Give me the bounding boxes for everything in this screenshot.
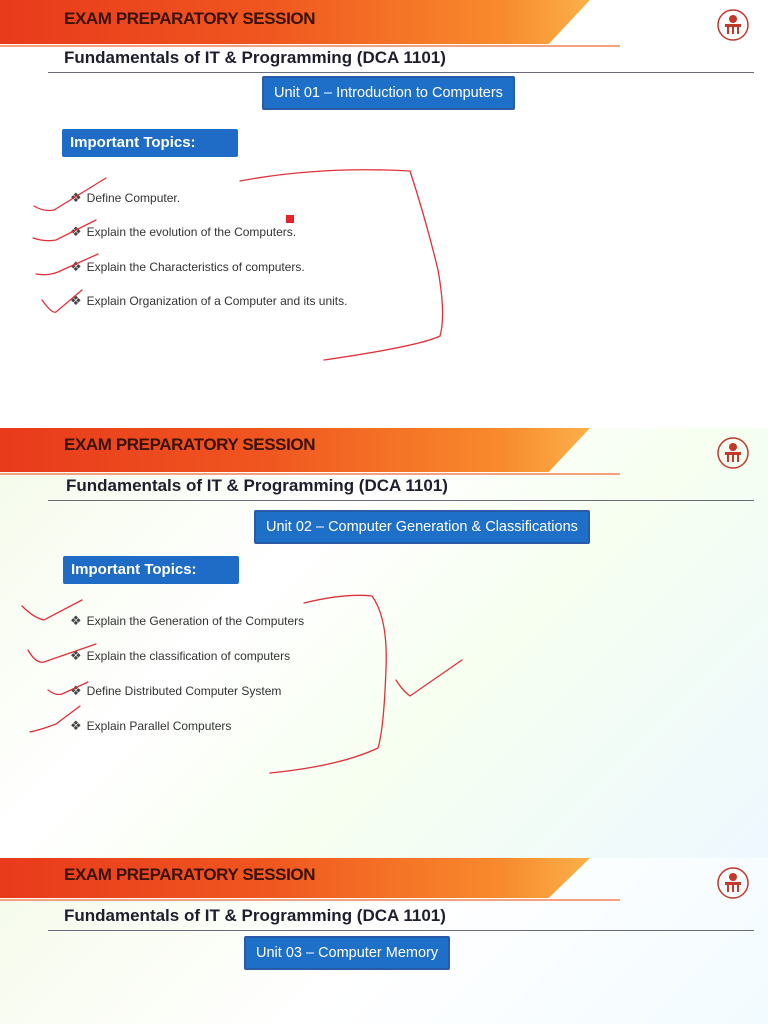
banner-underline — [0, 899, 620, 901]
bullet-icon: ❖ — [70, 648, 82, 663]
university-emblem-icon — [716, 436, 750, 470]
list-item — [70, 718, 231, 734]
list-item — [70, 293, 347, 309]
bullet-icon: ❖ — [70, 613, 82, 628]
divider — [48, 930, 754, 931]
topic-text: Explain the Generation of the Computers — [86, 614, 305, 628]
course-title: Fundamentals of IT & Programming (DCA 1101) — [66, 476, 448, 495]
banner-underline — [0, 45, 620, 47]
university-emblem-icon — [716, 866, 750, 900]
topic-text: Explain the evolution of the Computers. — [86, 225, 297, 239]
course-title: Fundamentals of IT & Programming (DCA 1101) — [64, 48, 446, 67]
university-emblem-icon — [716, 8, 750, 42]
slide-unit-02 — [0, 428, 768, 858]
banner-title: EXAM PREPARATORY SESSION — [64, 865, 316, 884]
bullet-icon: ❖ — [70, 224, 82, 239]
bullet-icon: ❖ — [70, 683, 82, 698]
list-item — [70, 190, 180, 206]
banner-underline — [0, 473, 620, 475]
divider — [48, 72, 754, 73]
bullet-icon: ❖ — [70, 259, 82, 274]
topics-heading: Important Topics: — [63, 556, 239, 584]
bullet-icon: ❖ — [70, 293, 82, 308]
list-item — [70, 224, 296, 240]
bullet-icon: ❖ — [70, 718, 82, 733]
topic-text: Explain the Characteristics of computers. — [86, 260, 305, 274]
list-item — [70, 613, 304, 629]
unit-label: Unit 01 – Introduction to Computers — [262, 76, 515, 110]
topic-text: Explain Organization of a Computer and its units. — [86, 294, 348, 308]
unit-label: Unit 03 – Computer Memory — [244, 936, 450, 970]
topic-text: Explain Parallel Computers — [86, 719, 232, 733]
divider — [48, 500, 754, 501]
unit-label: Unit 02 – Computer Generation & Classifications — [254, 510, 590, 544]
banner-title: EXAM PREPARATORY SESSION — [64, 9, 316, 28]
cursor-marker — [286, 215, 294, 223]
topic-text: Define Distributed Computer System — [86, 684, 282, 698]
slide-unit-03 — [0, 858, 768, 1024]
slide-unit-01 — [0, 0, 768, 428]
bullet-icon: ❖ — [70, 190, 82, 205]
topics-heading: Important Topics: — [62, 129, 238, 157]
course-title: Fundamentals of IT & Programming (DCA 1101) — [64, 906, 446, 925]
list-item — [70, 648, 290, 664]
topic-text: Explain the classification of computers — [86, 649, 291, 663]
list-item — [70, 259, 305, 275]
topic-text: Define Computer. — [86, 191, 181, 205]
banner-title: EXAM PREPARATORY SESSION — [64, 435, 316, 454]
list-item — [70, 683, 281, 699]
